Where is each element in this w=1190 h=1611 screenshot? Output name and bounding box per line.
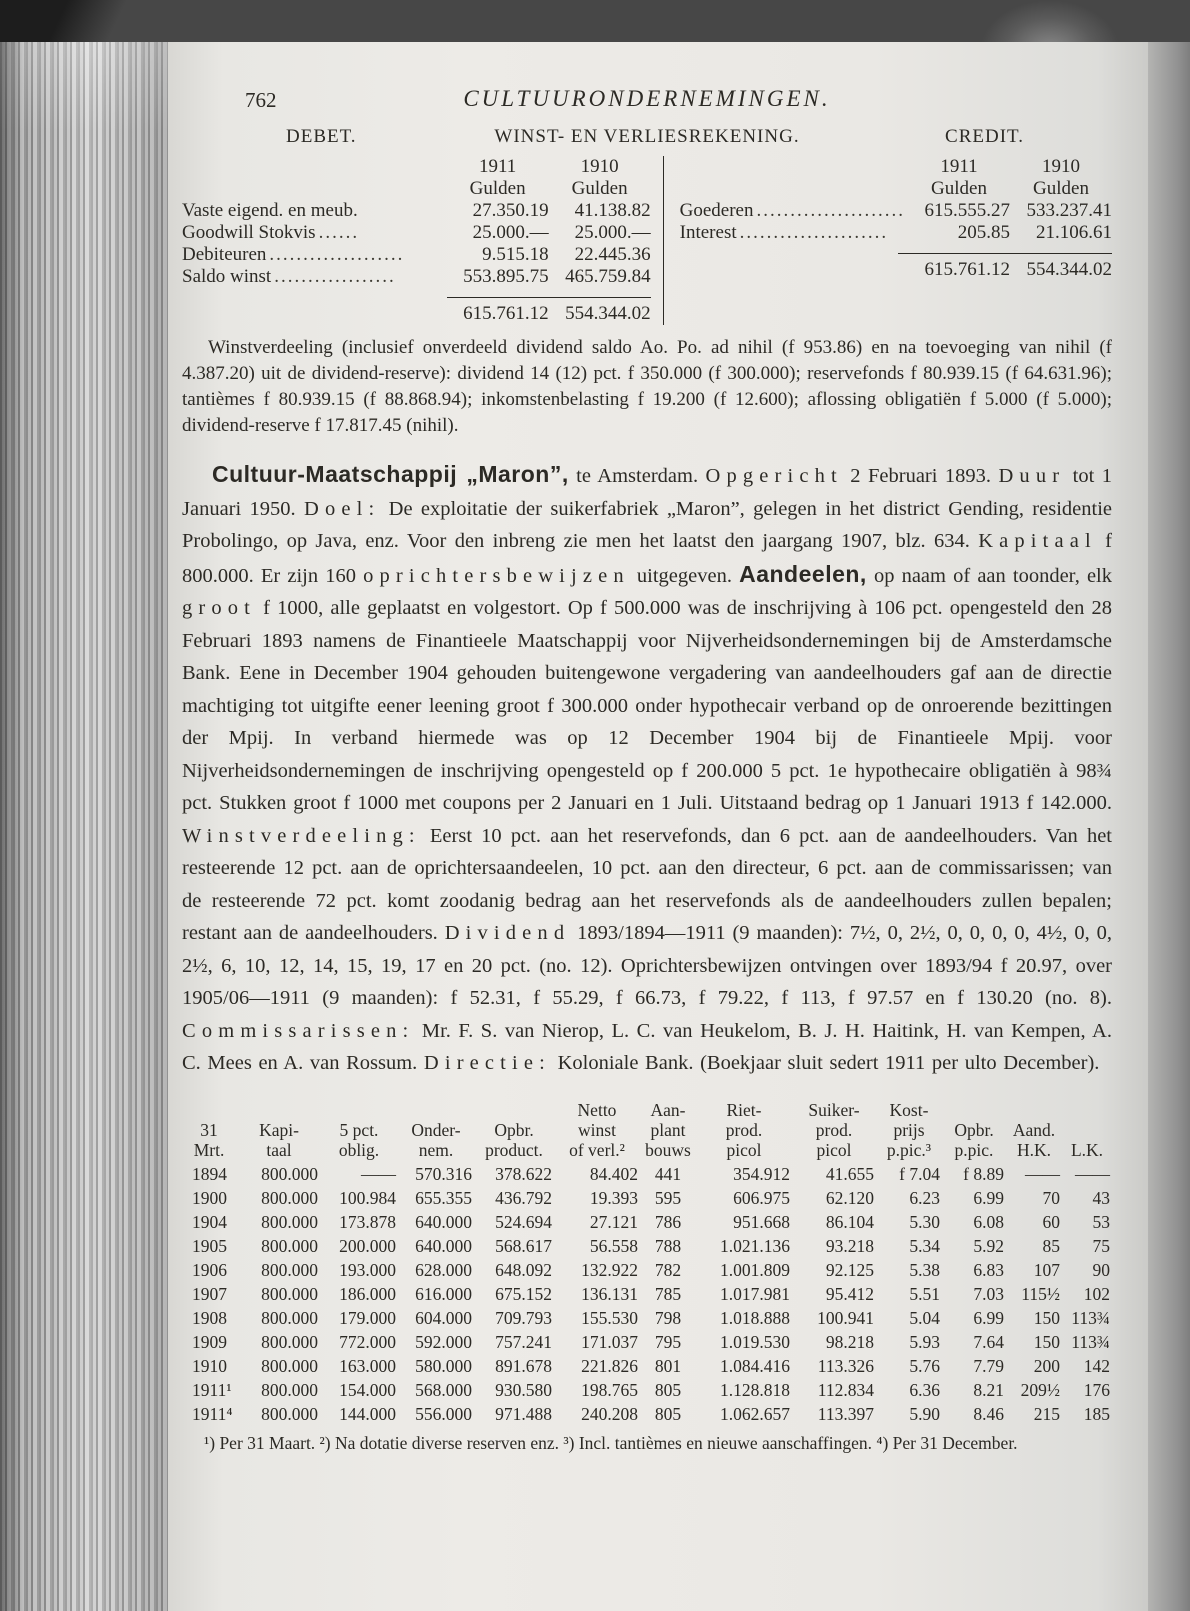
table-cell: 800.000 bbox=[261, 1308, 318, 1328]
total-row bbox=[182, 297, 651, 324]
table-cell: 6.08 bbox=[973, 1212, 1004, 1232]
text-segment: op naam of aan toonder, elk bbox=[866, 564, 1112, 587]
table-cell: 8.21 bbox=[973, 1380, 1004, 1400]
table-cell: 1900 bbox=[192, 1188, 227, 1208]
table-cell: 193.000 bbox=[339, 1260, 396, 1280]
table-cell: 179.000 bbox=[339, 1308, 396, 1328]
table-cell: 800.000 bbox=[261, 1380, 318, 1400]
table-cell: f 7.04 bbox=[899, 1164, 940, 1184]
table-cell: 615.555.27 bbox=[924, 200, 1010, 221]
table-cell: 800.000 bbox=[261, 1164, 318, 1184]
table-cell: —— bbox=[1075, 1164, 1110, 1184]
table-cell: 1908 bbox=[192, 1308, 227, 1328]
table-cell: 1906 bbox=[192, 1260, 227, 1280]
table-cell: 800.000 bbox=[261, 1284, 318, 1304]
table-cell: 98.218 bbox=[825, 1332, 874, 1352]
table-cell: .................. bbox=[274, 266, 396, 287]
table-cell: 19.393 bbox=[589, 1188, 638, 1208]
table-row bbox=[182, 1234, 1112, 1258]
table-cell: 554.344.02 bbox=[1026, 259, 1112, 280]
table-cell: 1909 bbox=[192, 1332, 227, 1352]
table-cell: 553.895.75 bbox=[463, 266, 549, 287]
table-cell: 60 bbox=[1042, 1212, 1060, 1232]
table-cell: 7.64 bbox=[973, 1332, 1004, 1352]
table-row bbox=[182, 200, 651, 221]
table-cell: Kapi- taal bbox=[259, 1120, 299, 1160]
table-cell: Riet- prod. picol bbox=[725, 1100, 763, 1160]
table-cell: 604.000 bbox=[415, 1308, 472, 1328]
table-cell: 788 bbox=[654, 1236, 682, 1256]
table-cell: 198.765 bbox=[581, 1380, 638, 1400]
table-cell: 354.912 bbox=[733, 1164, 790, 1184]
table-cell: 113¾ bbox=[1071, 1332, 1110, 1352]
table-cell: 628.000 bbox=[415, 1260, 472, 1280]
table-cell: 205.85 bbox=[957, 222, 1010, 243]
table-cell: 592.000 bbox=[415, 1332, 472, 1352]
table-cell: 150 bbox=[1033, 1332, 1060, 1352]
table-cell: 70 bbox=[1042, 1188, 1060, 1208]
text-segment: tot 1 Januari 1950. bbox=[182, 465, 1112, 520]
table-cell: 5.38 bbox=[909, 1260, 940, 1280]
table-cell: 640.000 bbox=[415, 1236, 472, 1256]
table-cell: 25.000.— bbox=[472, 222, 549, 243]
table-cell: 800.000 bbox=[261, 1404, 318, 1424]
table-cell: 115½ bbox=[1021, 1284, 1060, 1304]
table-cell: 6.23 bbox=[909, 1188, 940, 1208]
table-cell: 93.218 bbox=[825, 1236, 874, 1256]
table-row bbox=[182, 178, 651, 199]
text-segment: Commissarissen: bbox=[182, 1019, 415, 1042]
table-row bbox=[182, 1402, 1112, 1426]
table-cell: 524.694 bbox=[495, 1212, 552, 1232]
table-cell: 930.580 bbox=[495, 1380, 552, 1400]
table-cell: 5.51 bbox=[909, 1284, 940, 1304]
table-cell: Gulden bbox=[469, 178, 526, 199]
table-cell: 648.092 bbox=[495, 1260, 552, 1280]
table-cell: Suiker- prod. picol bbox=[808, 1100, 860, 1160]
table-cell: 436.792 bbox=[495, 1188, 552, 1208]
table-cell: 5.04 bbox=[909, 1308, 940, 1328]
running-head bbox=[182, 86, 1112, 116]
table-cell: —— bbox=[1025, 1164, 1060, 1184]
table-row bbox=[182, 1306, 1112, 1330]
table-row bbox=[182, 1378, 1112, 1402]
table-cell: 215 bbox=[1033, 1404, 1060, 1424]
table-cell: 6.99 bbox=[973, 1188, 1004, 1208]
table-cell: ...................... bbox=[756, 200, 905, 221]
table-row bbox=[182, 1186, 1112, 1210]
table-cell: .................... bbox=[269, 244, 405, 265]
table-cell: 90 bbox=[1092, 1260, 1110, 1280]
table-cell: 1.001.809 bbox=[720, 1260, 790, 1280]
table-cell: Gulden bbox=[571, 178, 628, 199]
footnotes: ¹) Per 31 Maart. ²) Na dotatie diverse reserven enz. ³) Incl. tantièmes en nieuwe aanschaffingen. ⁴) Per 31 December. bbox=[204, 1433, 1018, 1453]
table-cell: 615.761.12 bbox=[924, 259, 1010, 280]
text-segment: te Amsterdam. bbox=[568, 465, 706, 487]
table-cell: 782 bbox=[654, 1260, 682, 1280]
table-cell: 805 bbox=[654, 1380, 682, 1400]
text-segment: Duur bbox=[998, 465, 1066, 487]
page-number: 762 bbox=[245, 88, 277, 112]
table-cell: Netto winst of verl.² bbox=[569, 1100, 625, 1160]
table-row bbox=[680, 200, 1112, 221]
text-segment: Dividend bbox=[444, 922, 571, 944]
table-cell: 6.99 bbox=[973, 1308, 1004, 1328]
table-cell: 31 Mrt. bbox=[193, 1120, 225, 1160]
table-cell: 113.397 bbox=[817, 1404, 874, 1424]
table-cell: 655.355 bbox=[415, 1188, 472, 1208]
text-segment: De exploitatie der suikerfabriek „Maron”, gelegen in het district Gending, residentie Probolingo, op Java, enz. Voor den inbreng zie men het laatst den jaargang 1907, blz. 634. bbox=[182, 497, 1112, 552]
table-cell: 1.128.818 bbox=[720, 1380, 790, 1400]
table-cell: 1904 bbox=[192, 1212, 227, 1232]
table-cell: 200 bbox=[1033, 1356, 1060, 1376]
table-row bbox=[182, 244, 651, 265]
table-cell: Aan- plant bouws bbox=[645, 1100, 691, 1160]
table-cell: 568.000 bbox=[415, 1380, 472, 1400]
table-cell: 441 bbox=[654, 1164, 682, 1184]
table-cell: 95.412 bbox=[825, 1284, 874, 1304]
table-cell: 200.000 bbox=[339, 1236, 396, 1256]
table-row bbox=[680, 178, 1112, 199]
table-row bbox=[182, 1354, 1112, 1378]
table-cell: 570.316 bbox=[415, 1164, 472, 1184]
table-cell: 800.000 bbox=[261, 1212, 318, 1232]
table-cell: 1.062.657 bbox=[720, 1404, 790, 1424]
table-cell: 41.655 bbox=[825, 1164, 874, 1184]
table-cell: 154.000 bbox=[339, 1380, 396, 1400]
table-cell: 53 bbox=[1092, 1212, 1110, 1232]
profit-loss-title: WINST- EN VERLIESREKENING. bbox=[494, 126, 800, 147]
text-segment: Doel: bbox=[304, 497, 381, 520]
debet-pane bbox=[182, 156, 651, 325]
text-segment: Mr. F. S. van Nierop, L. C. van Heukelom, B. J. H. Haitink, H. van Kempen, A. C. Mees en A. van Rossum. bbox=[182, 1019, 1112, 1074]
table-cell: 616.000 bbox=[415, 1284, 472, 1304]
table-row bbox=[680, 222, 1112, 243]
table-cell: 132.922 bbox=[581, 1260, 638, 1280]
table-cell: 86.104 bbox=[825, 1212, 874, 1232]
table-cell: 805 bbox=[654, 1404, 682, 1424]
table-row bbox=[182, 266, 651, 287]
table-cell: 240.208 bbox=[581, 1404, 638, 1424]
table-cell: ...................... bbox=[739, 222, 889, 243]
table-cell: 5.30 bbox=[909, 1212, 940, 1232]
table-cell: 150 bbox=[1033, 1308, 1060, 1328]
table-cell: 554.344.02 bbox=[565, 303, 651, 324]
table-cell: 675.152 bbox=[495, 1284, 552, 1304]
table-cell: 800.000 bbox=[261, 1188, 318, 1208]
credit-label: CREDIT. bbox=[945, 126, 1024, 147]
table-cell: 533.237.41 bbox=[1026, 200, 1112, 221]
table-cell: 6.83 bbox=[973, 1260, 1004, 1280]
text-segment: 2 Februari 1893. bbox=[842, 465, 999, 487]
table-cell: 27.121 bbox=[589, 1212, 638, 1232]
table-cell: 22.445.36 bbox=[574, 244, 651, 265]
table-cell: 795 bbox=[654, 1332, 682, 1352]
table-cell: Opbr. p.pic. bbox=[954, 1120, 994, 1160]
table-cell: 112.834 bbox=[817, 1380, 874, 1400]
book-page-edges bbox=[0, 42, 168, 1611]
table-cell: 1.019.530 bbox=[720, 1332, 790, 1352]
table-cell: 801 bbox=[654, 1356, 682, 1376]
table-cell: Debiteuren bbox=[182, 244, 267, 265]
text-segment: Winstverdeeling: bbox=[182, 824, 421, 847]
table-cell: 640.000 bbox=[415, 1212, 472, 1232]
table-cell: 1905 bbox=[192, 1236, 227, 1256]
table-cell: Goodwill Stokvis bbox=[182, 222, 316, 243]
table-cell: 615.761.12 bbox=[463, 303, 549, 324]
table-cell: 1.017.981 bbox=[720, 1284, 790, 1304]
table-cell: f 8.89 bbox=[963, 1164, 1004, 1184]
table-cell: 800.000 bbox=[261, 1332, 318, 1352]
table-cell: 43 bbox=[1092, 1188, 1110, 1208]
table-cell: 568.617 bbox=[495, 1236, 552, 1256]
table-cell: 1894 bbox=[192, 1164, 227, 1184]
table-cell: 772.000 bbox=[339, 1332, 396, 1352]
table-cell: 1910 bbox=[1042, 156, 1080, 177]
table-cell: 75 bbox=[1092, 1236, 1110, 1256]
table-cell: 798 bbox=[654, 1308, 682, 1328]
table-row bbox=[182, 156, 651, 177]
table-cell: 25.000.— bbox=[574, 222, 651, 243]
table-cell: 186.000 bbox=[339, 1284, 396, 1304]
table-header-row bbox=[182, 1100, 1112, 1160]
table-row bbox=[182, 1210, 1112, 1234]
text-segment: Kapitaal bbox=[978, 530, 1097, 552]
table-cell: 1911⁴ bbox=[192, 1404, 233, 1424]
table-cell: 971.488 bbox=[495, 1404, 552, 1424]
table-cell: Kost- prijs p.pic.³ bbox=[886, 1100, 932, 1160]
text-segment: Eerst 10 pct. aan het reservefonds, dan 6 pct. aan de aandeelhouders. Van het resteerende 12 pct. aan de oprichtersaandeelen, 10 pct. aan den directeur, 6 pct. aan de commissarissen; van de resteerende 72 pct. komt zoodanig bedrag aan het reservefonds als de aandeelhouders zullen bepalen; restant aan de aandeelhouders. bbox=[182, 824, 1112, 944]
table-cell: 107 bbox=[1033, 1260, 1060, 1280]
table-cell: 378.622 bbox=[495, 1164, 552, 1184]
table-cell: 144.000 bbox=[339, 1404, 396, 1424]
table-cell: Opbr. product. bbox=[485, 1120, 543, 1160]
table-cell: 155.530 bbox=[581, 1308, 638, 1328]
table-cell: 1.018.888 bbox=[720, 1308, 790, 1328]
profit-loss-header bbox=[182, 126, 1112, 154]
statistics-table bbox=[182, 1100, 1112, 1426]
table-cell: 5.34 bbox=[909, 1236, 940, 1256]
table-cell: 951.668 bbox=[733, 1212, 790, 1232]
table-cell: 5.90 bbox=[909, 1404, 940, 1424]
table-cell: 465.759.84 bbox=[565, 266, 651, 287]
table-cell: 1.021.136 bbox=[720, 1236, 790, 1256]
table-cell: 556.000 bbox=[415, 1404, 472, 1424]
table-cell: 209½ bbox=[1020, 1380, 1060, 1400]
text-segment: f 800.000. Er zijn 160 bbox=[182, 530, 1112, 587]
table-cell: 221.826 bbox=[581, 1356, 638, 1376]
text-segment: Directie: bbox=[423, 1052, 551, 1074]
company-entry-paragraph bbox=[182, 458, 1112, 1080]
table-cell: 757.241 bbox=[495, 1332, 552, 1352]
table-cell: 5.92 bbox=[973, 1236, 1004, 1256]
table-cell: 100.941 bbox=[817, 1308, 874, 1328]
table-cell: 800.000 bbox=[261, 1236, 318, 1256]
table-cell: 8.46 bbox=[973, 1404, 1004, 1424]
table-cell: 5.76 bbox=[909, 1356, 940, 1376]
table-row bbox=[680, 156, 1112, 177]
table-cell: 27.350.19 bbox=[472, 200, 549, 221]
table-cell: 1911 bbox=[478, 156, 517, 177]
table-cell: Vaste eigend. en meub. bbox=[182, 200, 358, 221]
table-cell: 173.878 bbox=[339, 1212, 396, 1232]
table-cell: Gulden bbox=[931, 178, 987, 199]
text-segment: Cultuur-Maatschappij „Maron”, bbox=[212, 461, 569, 487]
profit-loss-table bbox=[182, 156, 1112, 325]
table-cell: 163.000 bbox=[339, 1356, 396, 1376]
table-row bbox=[182, 1258, 1112, 1282]
table-cell: 56.558 bbox=[589, 1236, 638, 1256]
page-content bbox=[182, 86, 1112, 1474]
table-cell: 102 bbox=[1083, 1284, 1110, 1304]
table-cell: 185 bbox=[1083, 1404, 1110, 1424]
text-segment: 1893/1894—1911 (9 maanden): 7½, 0, 2½, 0, 0, 0, 0, 4½, 0, 0, 2½, 6, 10, 12, 14, 15, 19, 17 en 20 pct. (no. 12). Oprichtersbewijzen ontvingen over 1893/94 f 20.97, over 1905/06—1911 (9 maanden): f 52.31, f 55.29, f 66.73, f 79.22, f 113, f 97.57 en f 130.20 (no. 8). bbox=[182, 922, 1112, 1009]
text-segment: uitgegeven. bbox=[629, 564, 740, 587]
table-cell: ...... bbox=[318, 222, 360, 243]
table-cell: Onder- nem. bbox=[411, 1120, 461, 1160]
text-segment: Aandeelen, bbox=[739, 560, 867, 587]
table-cell: 113¾ bbox=[1071, 1308, 1110, 1328]
table-cell: 606.975 bbox=[733, 1188, 790, 1208]
table-cell: 100.984 bbox=[339, 1188, 396, 1208]
table-cell: 21.106.61 bbox=[1036, 222, 1112, 243]
table-cell: 1910 bbox=[192, 1356, 227, 1376]
text-segment: groot bbox=[182, 597, 257, 619]
debet-label: DEBET. bbox=[286, 126, 357, 147]
table-cell: 41.138.82 bbox=[574, 200, 651, 221]
table-row bbox=[182, 222, 651, 243]
table-cell: 142 bbox=[1083, 1356, 1110, 1376]
table-cell: 7.03 bbox=[973, 1284, 1004, 1304]
table-cell: 785 bbox=[654, 1284, 682, 1304]
table-cell: Goederen bbox=[679, 200, 754, 221]
table-cell: 800.000 bbox=[261, 1356, 318, 1376]
table-cell: 92.125 bbox=[825, 1260, 874, 1280]
photo-top-edge bbox=[0, 0, 1190, 42]
table-cell: 5 pct. oblig. bbox=[338, 1120, 380, 1160]
table-cell: 1911 bbox=[940, 156, 978, 177]
table-cell: —— bbox=[361, 1164, 396, 1184]
table-cell: 84.402 bbox=[589, 1164, 638, 1184]
table-cell: 1910 bbox=[580, 156, 619, 177]
table-cell: 800.000 bbox=[261, 1260, 318, 1280]
total-row bbox=[680, 253, 1112, 280]
photo-right-edge bbox=[1148, 42, 1190, 1611]
text-segment: f 1000, alle geplaatst en volgestort. Op f 500.000 was de inschrijving à 106 pct. opengesteld den 28 Februari 1893 namens de Finantieele Maatschappij voor Nijverheidsondernemingen bij de Amsterdamsche Bank. Eene in December 1904 gehouden buitengewone vergadering van aandeelhouders gaf aan de directie machtiging tot uitgifte eener leening groot f 300.000 onder hypothecair verband op de onroerende bezittingen der Mpij. In verband hiermede was op 12 December 1904 bij de Finantieele Mpij. voor Nijverheidsondernemingen de inschrijving opengesteld op f 200.000 5 pct. 1e hypothecaire obligatiën à 98¾ pct. Stukken groot f 1000 met coupons per 2 Januari en 1 Juli. Uitstaand bedrag op 1 Januari 1913 f 142.000. bbox=[182, 597, 1112, 814]
profit-distribution-note: Winstverdeeling (inclusief onverdeeld dividend saldo Ao. Po. ad nihil (f 953.86) en na toevoeging van nihil (f 4.387.20) uit de dividend-reserve): dividend 14 (12) pct. f 350.000 (f 300.000); reservefonds f 80.939.15 (f 64.631.96); tantièmes f 80.939.15 (f 88.868.94); inkomstenbelasting f 19.200 (f 12.600); aflossing obligatiën f 5.000 (f 5.000); dividend-reserve f 17.817.45 (nihil). bbox=[182, 337, 1112, 436]
table-cell: 7.79 bbox=[973, 1356, 1004, 1376]
table-cell: 595 bbox=[654, 1188, 682, 1208]
table-cell: Interest bbox=[679, 222, 737, 243]
table-cell: Gulden bbox=[1033, 178, 1089, 199]
table-cell: 136.131 bbox=[581, 1284, 638, 1304]
text-segment: oprichtersbewijzen bbox=[363, 564, 630, 587]
table-row bbox=[182, 1162, 1112, 1186]
table-row bbox=[182, 1282, 1112, 1306]
table-cell: 5.93 bbox=[909, 1332, 940, 1352]
text-segment: Koloniale Bank. (Boekjaar sluit sedert 1911 per ulto December). bbox=[550, 1052, 1100, 1074]
table-cell: 9.515.18 bbox=[482, 244, 549, 265]
text-segment: Opgericht bbox=[705, 465, 843, 487]
credit-pane bbox=[663, 156, 1112, 325]
journal-title: CULTUURONDERNEMINGEN. bbox=[463, 86, 831, 111]
table-cell: 709.793 bbox=[495, 1308, 552, 1328]
table-cell: 1907 bbox=[192, 1284, 227, 1304]
table-row bbox=[182, 1330, 1112, 1354]
table-cell: 786 bbox=[654, 1212, 682, 1232]
table-cell: Aand. H.K. bbox=[1012, 1120, 1056, 1160]
table-cell: 62.120 bbox=[825, 1188, 874, 1208]
table-cell: L.K. bbox=[1070, 1140, 1104, 1160]
table-cell: 1.084.416 bbox=[720, 1356, 790, 1376]
table-cell: Saldo winst bbox=[182, 266, 272, 287]
table-cell: 171.037 bbox=[581, 1332, 638, 1352]
book-page bbox=[168, 42, 1148, 1611]
table-cell: 85 bbox=[1042, 1236, 1060, 1256]
table-cell: 176 bbox=[1083, 1380, 1110, 1400]
table-cell: 113.326 bbox=[817, 1356, 874, 1376]
table-cell: 6.36 bbox=[909, 1380, 940, 1400]
table-cell: 891.678 bbox=[495, 1356, 552, 1376]
table-cell: 580.000 bbox=[415, 1356, 472, 1376]
table-cell: 1911¹ bbox=[192, 1380, 232, 1400]
